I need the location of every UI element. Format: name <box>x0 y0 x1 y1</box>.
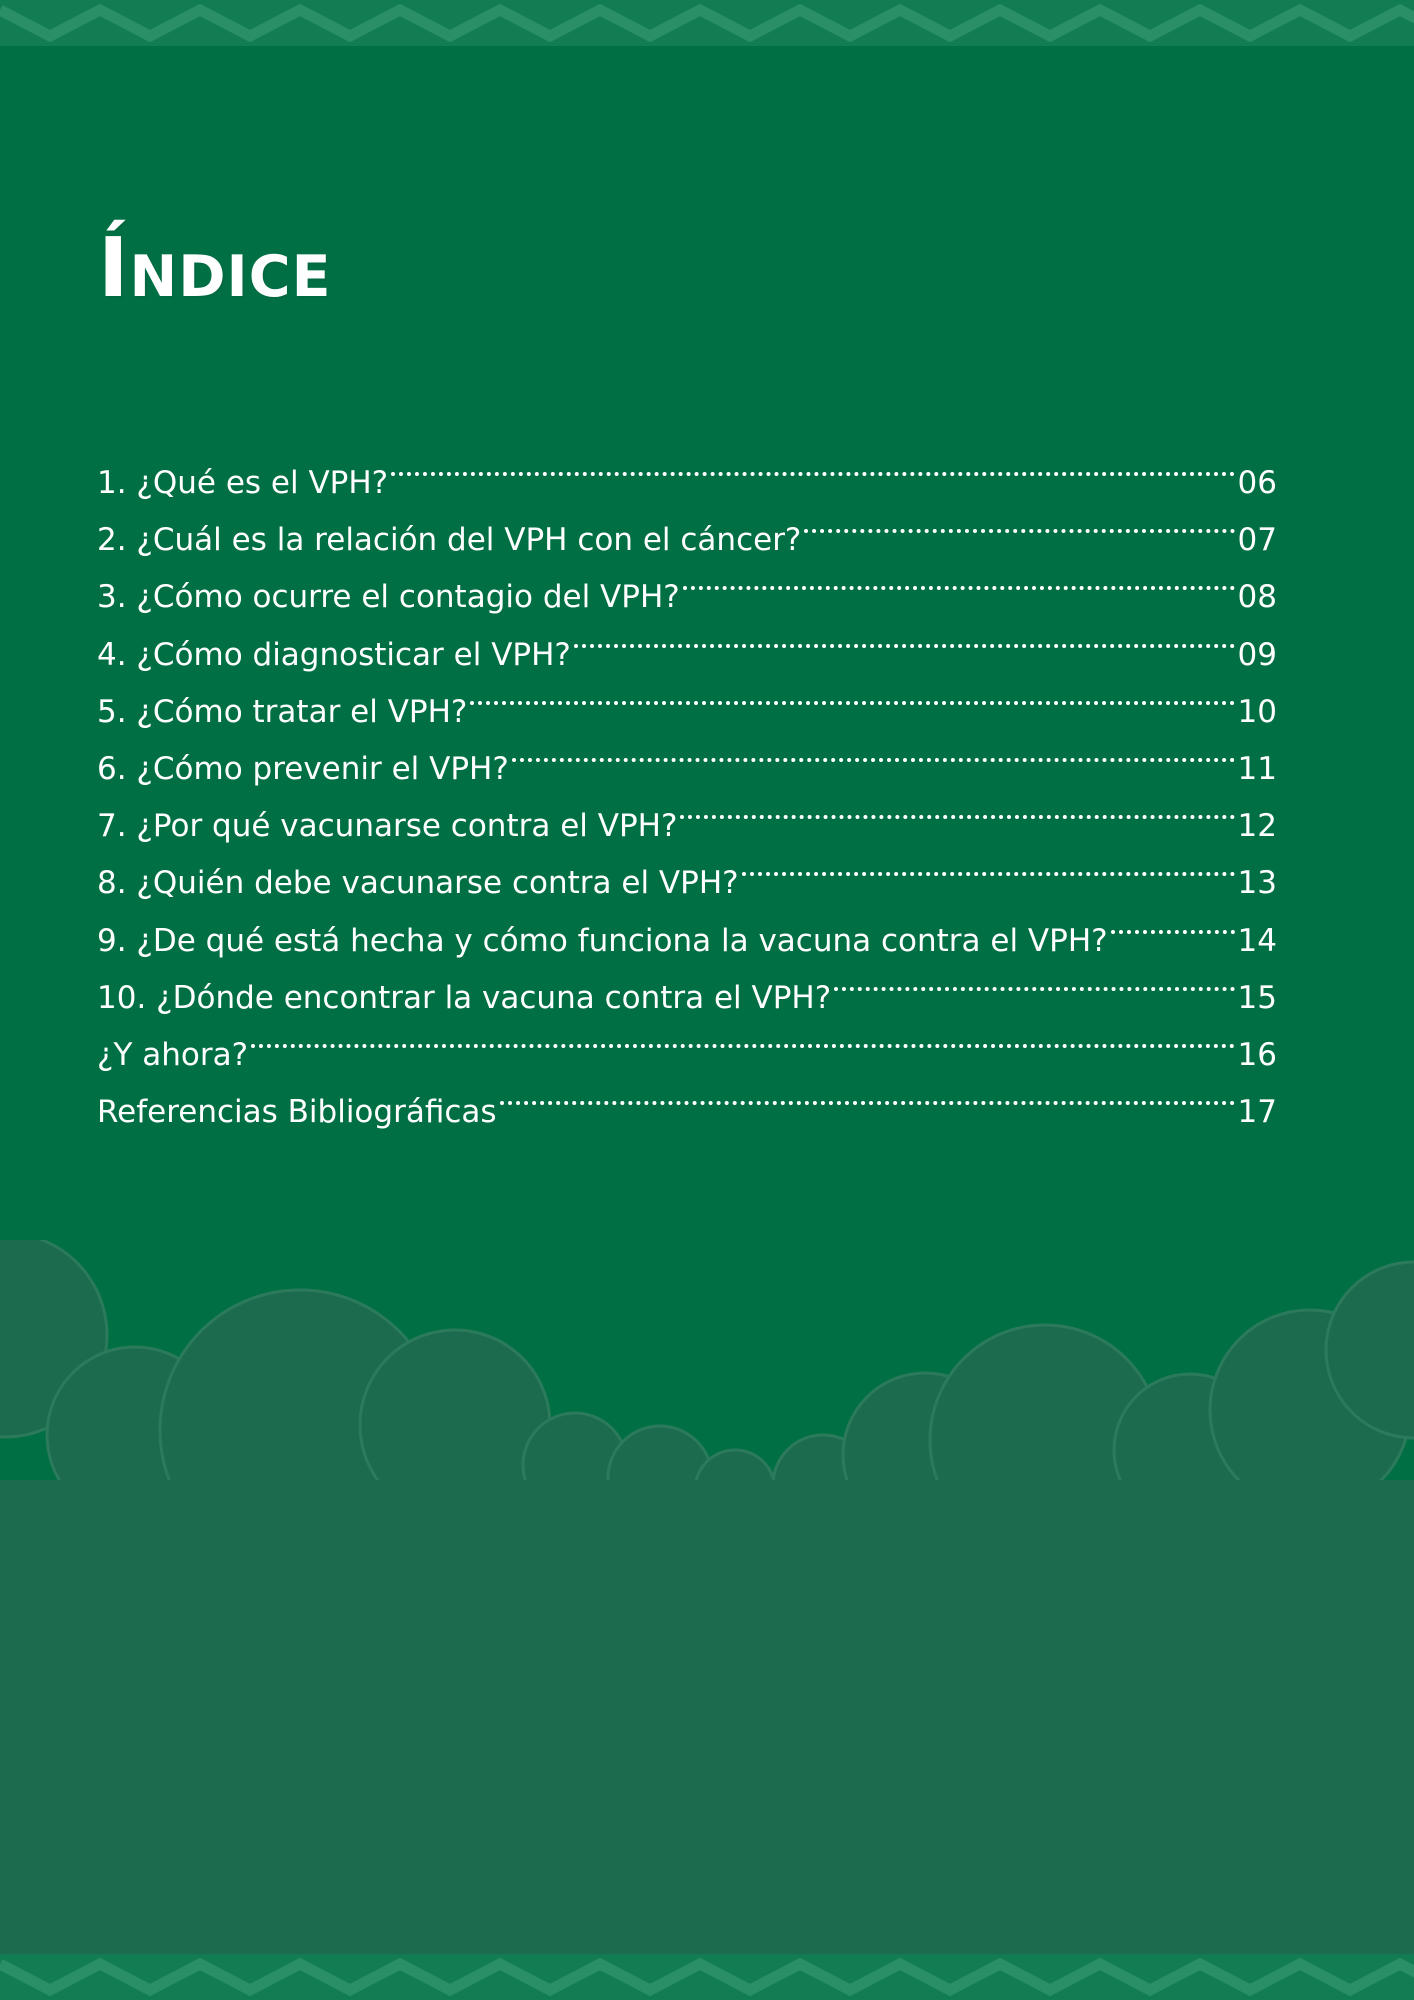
toc-entry-page-number: 09 <box>1237 636 1277 673</box>
toc-entry-page-number: 06 <box>1237 465 1277 501</box>
toc-dot-leader <box>804 493 1234 550</box>
toc-entry-label: 10. ¿Dónde encontrar la vacuna contra el VPH? <box>97 979 832 1016</box>
toc-entry-label: ¿Y ahora? <box>97 1036 249 1073</box>
toc-dot-leader <box>683 550 1235 607</box>
toc-dot-leader <box>251 1008 1234 1065</box>
toc-entry-page-number: 08 <box>1237 579 1277 616</box>
toc-entry-page-number: 17 <box>1237 1094 1277 1131</box>
table-of-contents <box>97 436 1277 1131</box>
toc-entry-label: 5. ¿Cómo tratar el VPH? <box>97 693 468 730</box>
toc-dot-leader <box>470 665 1234 722</box>
toc-dot-leader <box>834 951 1234 1008</box>
toc-entry-page-number: 10 <box>1237 693 1277 730</box>
toc-dot-leader <box>500 1065 1235 1122</box>
toc-entry-label: 9. ¿De qué está hecha y cómo funciona la vacuna contra el VPH? <box>97 922 1108 959</box>
toc-dot-leader <box>1111 894 1235 951</box>
toc-dot-leader <box>512 722 1235 779</box>
bottom-chevron-band <box>0 1954 1414 2000</box>
toc-entry-page-number: 15 <box>1237 979 1277 1016</box>
toc-dot-leader <box>391 436 1234 493</box>
toc-entry-page-number: 16 <box>1237 1036 1277 1073</box>
toc-entry-label: 2. ¿Cuál es la relación del VPH con el cáncer? <box>97 522 802 559</box>
toc-entry[interactable] <box>97 1008 1277 1073</box>
toc-entry[interactable] <box>97 436 1277 501</box>
toc-entry-label: 1. ¿Qué es el VPH? <box>97 465 389 501</box>
toc-entry-page-number: 11 <box>1237 750 1277 787</box>
toc-entry[interactable] <box>97 1065 1277 1131</box>
toc-entry-page-number: 14 <box>1237 922 1277 959</box>
toc-dot-leader <box>574 608 1235 665</box>
toc-entry-label: 8. ¿Quién debe vacunarse contra el VPH? <box>97 865 739 902</box>
toc-entry-page-number: 13 <box>1237 865 1277 902</box>
toc-dot-leader <box>742 836 1235 893</box>
toc-entry-page-number: 07 <box>1237 522 1277 559</box>
cloud-background <box>0 1240 1414 2000</box>
toc-dot-leader <box>680 779 1234 836</box>
toc-entry-label: Referencias Bibliográficas <box>97 1094 497 1131</box>
toc-entry-page-number: 12 <box>1237 808 1277 845</box>
toc-entry-label: 7. ¿Por qué vacunarse contra el VPH? <box>97 808 678 845</box>
page-title: Índice <box>98 221 332 316</box>
top-chevron-band <box>0 0 1414 46</box>
toc-entry-label: 6. ¿Cómo prevenir el VPH? <box>97 750 509 787</box>
toc-entry-label: 4. ¿Cómo diagnosticar el VPH? <box>97 636 571 673</box>
toc-entry-label: 3. ¿Cómo ocurre el contagio del VPH? <box>97 579 680 616</box>
